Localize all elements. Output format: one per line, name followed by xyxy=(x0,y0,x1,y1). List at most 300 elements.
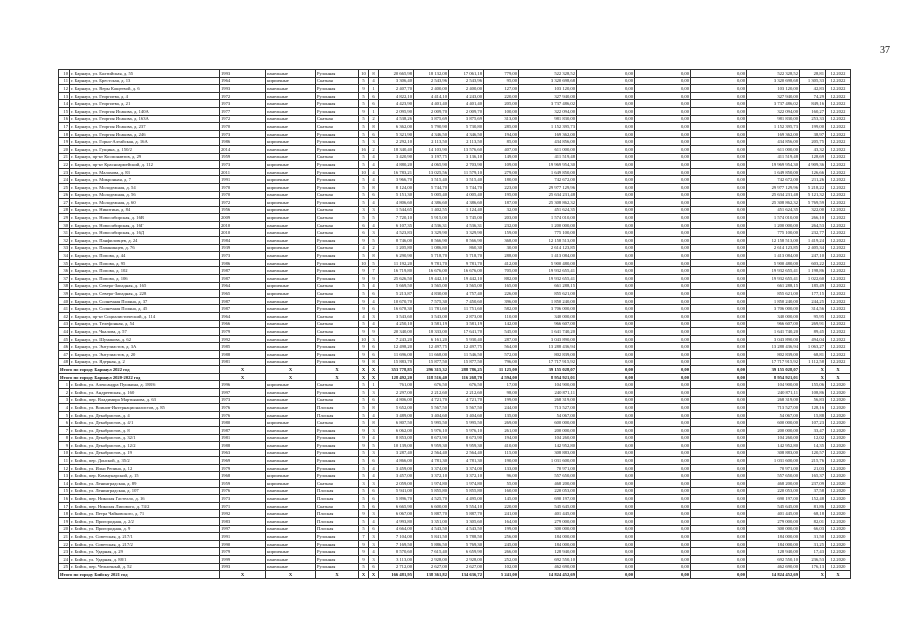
table-cell: 12.2022 xyxy=(826,305,851,313)
table-cell: 5 xyxy=(359,77,369,85)
table-cell: 0,00 xyxy=(691,115,747,123)
table-cell: 13 xyxy=(59,92,70,100)
table-cell: 25 xyxy=(59,183,70,191)
address-cell: г. Бийск, ул. Ударная, д. 29 xyxy=(70,548,220,556)
address-cell: г. Бийск, ул. Декабристов, д. 4/1 xyxy=(70,419,220,427)
table-cell: 12.2020 xyxy=(826,510,851,518)
table-cell: 0,00 xyxy=(691,518,747,526)
table-cell: 1985 xyxy=(220,343,266,351)
table-cell: 0,00 xyxy=(577,480,635,488)
table-cell: 3 457,00 xyxy=(379,472,414,480)
table-cell: 0,00 xyxy=(577,145,635,153)
table-cell: 3 581,19 xyxy=(414,320,449,328)
table-cell: 70 971,00 xyxy=(519,464,577,472)
table-cell: Скатная xyxy=(316,502,359,510)
table-cell: 11 579,10 xyxy=(449,168,484,176)
table-cell: 128,69 xyxy=(800,153,826,161)
table-cell: 3 306,40 xyxy=(379,77,414,85)
table-cell: 133,00 xyxy=(484,464,519,472)
table-row xyxy=(59,168,851,176)
table-cell: 10 139,00 xyxy=(379,442,414,450)
table-cell: 4 xyxy=(369,434,379,442)
table-cell: 0,00 xyxy=(635,138,691,146)
table-cell: 9 xyxy=(359,107,369,115)
table-cell: 3 xyxy=(369,556,379,564)
table-cell: 9 xyxy=(359,358,369,366)
table-cell: 149,00 xyxy=(484,153,519,161)
table-cell: 411 519,48 xyxy=(747,153,800,161)
table-cell: 8 xyxy=(369,70,379,78)
table-cell: 8 124,00 xyxy=(379,183,414,191)
table-cell: 0,00 xyxy=(691,426,747,434)
table-cell: 1964 xyxy=(220,77,266,85)
table-cell: 33,47 xyxy=(800,426,826,434)
table-cell: Скатная xyxy=(316,214,359,222)
table-cell: 37 xyxy=(59,275,70,283)
table-cell: 0,00 xyxy=(635,275,691,283)
table-cell: 340 000,00 xyxy=(519,313,577,321)
table-cell: 313,00 xyxy=(484,115,519,123)
table-cell: 18 132,08 xyxy=(414,70,449,78)
table-cell: 6 xyxy=(359,229,369,237)
table-cell: 13 288 436,94 xyxy=(747,343,800,351)
table-cell: 2 543,96 xyxy=(449,77,484,85)
address-cell: г. Барнаул, ул. Шумакова, д. 62 xyxy=(70,335,220,343)
table-cell: 103 120,00 xyxy=(747,85,800,93)
table-cell: кирпичные xyxy=(266,199,316,207)
address-cell: г. Бийск, ул. Андреевская, д. 160 xyxy=(70,388,220,396)
table-cell: 1 974,80 xyxy=(449,480,484,488)
address-cell: г. Барнаул, ул. Попова, д. 106 xyxy=(70,275,220,283)
address-cell: г. Бийск, ул. Декабристов, д. 12/2 xyxy=(70,442,220,450)
table-cell: 4 xyxy=(359,244,369,252)
table-cell: 200 000,00 xyxy=(747,426,800,434)
table-cell: Рулонная xyxy=(316,297,359,305)
table-cell: 20 665,98 xyxy=(379,70,414,78)
table-cell: 194,00 xyxy=(484,130,519,138)
table-cell: 1986 xyxy=(220,138,266,146)
table-cell: 2 928,00 xyxy=(449,556,484,564)
table-cell: 164,00 xyxy=(484,518,519,526)
table-cell: 3 xyxy=(369,426,379,434)
table-cell: 252,00 xyxy=(484,556,519,564)
table-cell: 0,00 xyxy=(691,419,747,427)
table-cell: 0,00 xyxy=(635,130,691,138)
table-cell: 5 xyxy=(359,419,369,427)
table-cell: 0,00 xyxy=(691,449,747,457)
address-cell: г. Барнаул, ул. Попова, д. 95 xyxy=(70,259,220,267)
table-cell: 5 xyxy=(359,282,369,290)
table-cell: кирпичные xyxy=(266,183,316,191)
address-cell: г. Барнаул, ул. Молодежная, д. 60 xyxy=(70,199,220,207)
table-cell: 54 067,00 xyxy=(747,411,800,419)
table-cell: 5 xyxy=(359,92,369,100)
address-cell: г. Барнаул, ул. Брестская, д. 13 xyxy=(70,77,220,85)
table-cell: 5 976,10 xyxy=(449,426,484,434)
table-cell: 42,83 xyxy=(800,85,826,93)
table-cell: 2 113,50 xyxy=(414,138,449,146)
table-cell: 3 320 698,68 xyxy=(519,77,577,85)
table-cell: 1990 xyxy=(220,540,266,548)
table-cell: 0,00 xyxy=(691,252,747,260)
table-cell: 1968 xyxy=(220,472,266,480)
table-cell: X xyxy=(359,571,369,579)
table-cell: 48 xyxy=(59,358,70,366)
table-cell: 28 xyxy=(59,206,70,214)
address-cell: г. Барнаул, ул. Попова, д. 44 xyxy=(70,252,220,260)
table-cell: кирпичные xyxy=(266,77,316,85)
table-cell: 126,66 xyxy=(800,168,826,176)
table-cell: 104 260,00 xyxy=(747,434,800,442)
table-cell: панельные xyxy=(266,221,316,229)
table-cell: 14 824 452,69 xyxy=(747,571,800,579)
table-cell: 4 xyxy=(359,313,369,321)
table-cell: 180,00 xyxy=(484,176,519,184)
table-cell: 1993 xyxy=(220,70,266,78)
table-cell: 128 492,20 xyxy=(379,373,414,381)
table-cell: 0,00 xyxy=(577,343,635,351)
table-cell: 314,56 xyxy=(800,305,826,313)
table-cell: панельные xyxy=(266,343,316,351)
table-cell: 5 995,50 xyxy=(414,419,449,427)
table-cell: 1972 xyxy=(220,92,266,100)
table-cell: 0,00 xyxy=(635,77,691,85)
table-cell: 401 445,00 xyxy=(747,510,800,518)
table-cell: 142,00 xyxy=(484,320,519,328)
table-cell: 1 200 000,00 xyxy=(747,221,800,229)
table-cell: 0,00 xyxy=(691,404,747,412)
table-cell: 4 423,90 xyxy=(379,100,414,108)
table-cell: 0,00 xyxy=(635,457,691,465)
table-cell: Плоская xyxy=(316,525,359,533)
table-cell: 0,00 xyxy=(635,464,691,472)
table-cell: Рулонная xyxy=(316,259,359,267)
table-cell: 12 498,20 xyxy=(379,343,414,351)
table-cell: Рулонная xyxy=(316,161,359,169)
table-cell: 4 xyxy=(369,161,379,169)
table-cell: 5 213,87 xyxy=(379,290,414,298)
table-cell: 0,00 xyxy=(691,229,747,237)
table-cell: панельные xyxy=(266,305,316,313)
table-cell: 12.2022 xyxy=(826,275,851,283)
table-cell: 0,00 xyxy=(577,70,635,78)
table-cell: 0,00 xyxy=(635,366,691,374)
table-cell: 1980 xyxy=(220,419,266,427)
address-cell: г. Барнаул, ул. Георгия Исакова, д. 237 xyxy=(70,123,220,131)
table-cell: 12.2022 xyxy=(826,350,851,358)
table-cell: 5 xyxy=(359,563,369,571)
table-cell: 0,00 xyxy=(691,457,747,465)
table-cell: 18 xyxy=(59,510,70,518)
address-cell: г. Барнаул, пр-кт Социалистический, д. 114 xyxy=(70,313,220,321)
table-cell: 25 626,50 xyxy=(379,275,414,283)
table-cell: 0,00 xyxy=(691,145,747,153)
table-cell: 692 550,10 xyxy=(747,556,800,564)
table-row xyxy=(59,92,851,100)
table-cell: 0,00 xyxy=(577,214,635,222)
table-cell: X xyxy=(800,366,826,374)
table-cell: 199,00 xyxy=(484,525,519,533)
table-cell: 0,00 xyxy=(577,199,635,207)
table-cell: 3 966,70 xyxy=(379,176,414,184)
table-cell: 3 706 000,00 xyxy=(519,305,577,313)
table-cell: 12.2020 xyxy=(826,426,851,434)
table-cell: 5 976,10 xyxy=(414,426,449,434)
table-cell: 0,00 xyxy=(691,343,747,351)
table-cell: 4 993,80 xyxy=(379,518,414,526)
table-cell: 1 305,33 xyxy=(800,77,826,85)
table-cell: 0,00 xyxy=(635,161,691,169)
table-cell: 611 000,00 xyxy=(747,145,800,153)
address-cell: г. Барнаул, ул. Никитина, д. 84 xyxy=(70,206,220,214)
table-cell: 0,00 xyxy=(635,259,691,267)
table-cell: 12.2022 xyxy=(826,130,851,138)
table-cell: Рулонная xyxy=(316,388,359,396)
table-cell: Плоская xyxy=(316,495,359,503)
table-cell: 7 243,20 xyxy=(379,335,414,343)
table-cell: 1964 xyxy=(220,282,266,290)
table-cell: 70 971,00 xyxy=(747,464,800,472)
table-cell: 89,45 xyxy=(800,328,826,336)
table-cell: 0,00 xyxy=(691,502,747,510)
table-cell: 3 372,10 xyxy=(414,472,449,480)
table-cell: 6 107,35 xyxy=(379,221,414,229)
table-cell: 0,00 xyxy=(635,472,691,480)
table-cell: 2010 xyxy=(220,221,266,229)
table-cell: Рулонная xyxy=(316,275,359,283)
table-cell: 0,00 xyxy=(577,107,635,115)
table-cell: 4 543,50 xyxy=(414,525,449,533)
table-cell: 0,00 xyxy=(635,449,691,457)
table-cell: 410,00 xyxy=(484,442,519,450)
table-cell: 190,00 xyxy=(484,457,519,465)
table-cell: 3 737 486,02 xyxy=(747,100,800,108)
table-cell: 12.2020 xyxy=(826,518,851,526)
table-cell: 0,00 xyxy=(577,85,635,93)
table-cell: 142 952,80 xyxy=(519,442,577,450)
table-cell: 2 400,00 xyxy=(414,85,449,93)
table-cell: 40 xyxy=(59,297,70,305)
table-cell: 1997 xyxy=(220,525,266,533)
table-cell: 5 886,50 xyxy=(414,540,449,548)
table-cell: 6 xyxy=(369,130,379,138)
table-cell: 3 706 000,00 xyxy=(747,305,800,313)
table-cell: 4 664,00 xyxy=(379,525,414,533)
table-cell: 4 523,83 xyxy=(379,229,414,237)
table-cell: 17,43 xyxy=(800,548,826,556)
table-cell: 14,35 xyxy=(800,442,826,450)
table-row xyxy=(59,145,851,153)
table-cell: 176,13 xyxy=(800,563,826,571)
table-row xyxy=(59,548,851,556)
table-cell: 676,50 xyxy=(449,381,484,389)
table-cell: 115,00 xyxy=(484,449,519,457)
table-cell: 85,00 xyxy=(484,138,519,146)
table-cell: 145,00 xyxy=(484,495,519,503)
table-cell: панельные xyxy=(266,267,316,275)
table-cell: 5 321,90 xyxy=(379,130,414,138)
table-cell: 0,00 xyxy=(635,229,691,237)
table-cell: 7 720,10 xyxy=(379,214,414,222)
table-cell: 34 xyxy=(59,252,70,260)
table-cell: 12.2022 xyxy=(826,221,851,229)
address-cell: г. Барнаул, ул. Гущина, д. 150/2 xyxy=(70,145,220,153)
table-cell: 236,53 xyxy=(800,556,826,564)
table-cell: 0,00 xyxy=(691,183,747,191)
table-row xyxy=(59,563,851,571)
table-cell: 0,00 xyxy=(577,313,635,321)
table-cell: 38,97 xyxy=(800,130,826,138)
table-cell: 4 525,70 xyxy=(414,495,449,503)
table-cell: 522 328,52 xyxy=(519,70,577,78)
table-cell: 165,00 xyxy=(484,282,519,290)
table-cell: 3 043 890,00 xyxy=(519,335,577,343)
table-cell: 4 xyxy=(369,320,379,328)
table-cell: 21 xyxy=(59,153,70,161)
table-cell: 4 721,70 xyxy=(414,396,449,404)
table-cell: кирпичные xyxy=(266,214,316,222)
table-cell: 2 564,40 xyxy=(449,449,484,457)
table-cell: 0,00 xyxy=(577,358,635,366)
table-cell: 7 575,30 xyxy=(414,297,449,305)
table-cell: 0,00 xyxy=(635,168,691,176)
table-cell: Скатная xyxy=(316,396,359,404)
table-cell: 15 xyxy=(59,487,70,495)
table-cell: 95,95 xyxy=(800,313,826,321)
table-cell: 107,23 xyxy=(800,419,826,427)
table-cell: 24 xyxy=(59,556,70,564)
table-cell: панельные xyxy=(266,70,316,78)
table-cell: Рулонная xyxy=(316,457,359,465)
table-cell: 16 678,30 xyxy=(379,305,414,313)
table-cell: 3 404,60 xyxy=(449,411,484,419)
table-cell: 855 621,00 xyxy=(747,290,800,298)
table-cell: 19 969 954,30 xyxy=(519,161,577,169)
table-cell: 603,22 xyxy=(800,259,826,267)
table-cell: 1 152 395,73 xyxy=(747,123,800,131)
table-cell: 12.2020 xyxy=(826,381,851,389)
table-cell: 6 600,00 xyxy=(414,502,449,510)
table-cell: 266,00 xyxy=(484,548,519,556)
table-row xyxy=(59,533,851,541)
table-row xyxy=(59,237,851,245)
table-cell: 0,00 xyxy=(691,335,747,343)
table-cell: 18 333,00 xyxy=(414,328,449,336)
table-cell: 0,00 xyxy=(691,70,747,78)
table-cell: 1983 xyxy=(220,518,266,526)
table-cell: 5 995,50 xyxy=(449,419,484,427)
table-cell: 5 730,80 xyxy=(449,123,484,131)
table-cell: 0,00 xyxy=(577,123,635,131)
table-cell: 9 xyxy=(359,237,369,245)
table-cell: 661 288,15 xyxy=(519,282,577,290)
table-cell: 7 xyxy=(359,533,369,541)
table-cell: 19 932 655,41 xyxy=(747,267,800,275)
table-cell: 0,00 xyxy=(577,518,635,526)
table-cell: 184 000,00 xyxy=(747,540,800,548)
table-cell: 10 xyxy=(359,70,369,78)
table-cell: 12.2022 xyxy=(826,282,851,290)
table-cell: 0,00 xyxy=(635,92,691,100)
table-cell: 25 308 862,32 xyxy=(747,199,800,207)
table-cell: 6 xyxy=(369,343,379,351)
table-cell: 2 009,70 xyxy=(414,107,449,115)
table-cell: панельные xyxy=(266,388,316,396)
table-cell: 4 880,20 xyxy=(379,161,414,169)
address-cell: г. Бийск, ул. Александра Пушкина, д. 188/6 xyxy=(70,381,220,389)
table-cell: 103 120,00 xyxy=(519,85,577,93)
table-cell: 0,00 xyxy=(635,199,691,207)
table-cell: 12.2022 xyxy=(826,290,851,298)
table-cell: 9 xyxy=(359,275,369,283)
table-cell: 5 718,70 xyxy=(414,252,449,260)
table-cell: 1992 xyxy=(220,335,266,343)
table-cell: Скатная xyxy=(316,115,359,123)
table-cell: 1977 xyxy=(220,107,266,115)
table-cell: 5 xyxy=(359,495,369,503)
table-cell: 4 005,40 xyxy=(449,191,484,199)
table-row xyxy=(59,381,851,389)
table-cell: 0,00 xyxy=(577,305,635,313)
table-cell: 279 000,00 xyxy=(747,518,800,526)
table-cell: Рулонная xyxy=(316,472,359,480)
table-cell: панельные xyxy=(266,510,316,518)
table-cell: 1 031 600,00 xyxy=(519,457,577,465)
table-cell: 0,00 xyxy=(635,107,691,115)
table-row xyxy=(59,464,851,472)
table-cell: 5 005,40 xyxy=(414,191,449,199)
table-cell: панельные xyxy=(266,320,316,328)
table-cell: 10 xyxy=(359,168,369,176)
table-cell: 2 xyxy=(369,244,379,252)
table-cell: кирпичные xyxy=(266,244,316,252)
table-row xyxy=(59,480,851,488)
table-cell: 184 000,00 xyxy=(519,540,577,548)
table-cell: 4 xyxy=(369,282,379,290)
table-cell: 5 xyxy=(369,259,379,267)
table-cell: 11 xyxy=(59,457,70,465)
table-cell: 12.2020 xyxy=(826,533,851,541)
table-cell: 35 xyxy=(59,259,70,267)
table-cell: 1987 xyxy=(220,297,266,305)
table-cell: 8 746,00 xyxy=(379,237,414,245)
table-cell: 2 712,00 xyxy=(379,563,414,571)
table-cell: 4 xyxy=(369,168,379,176)
table-cell: 185,49 xyxy=(800,282,826,290)
table-cell: 5 xyxy=(359,252,369,260)
table-cell: 0,00 xyxy=(635,426,691,434)
table-cell: 0,00 xyxy=(635,548,691,556)
table-cell: 296 315,32 xyxy=(414,366,449,374)
table-row xyxy=(59,449,851,457)
table-cell: 128,16 xyxy=(800,404,826,412)
table-cell: 1 649 850,00 xyxy=(519,168,577,176)
table-cell: 5 769,30 xyxy=(449,540,484,548)
table-cell: 468 200,00 xyxy=(519,480,577,488)
table-cell: 1970 xyxy=(220,191,266,199)
table-cell: 2 703,90 xyxy=(449,161,484,169)
table-cell: 396,00 xyxy=(484,297,519,305)
table-cell: 55,00 xyxy=(484,480,519,488)
table-cell: X xyxy=(369,373,379,381)
table-cell: 245,00 xyxy=(484,540,519,548)
table-cell: 1970 xyxy=(220,123,266,131)
address-cell: г. Бийск, ул. Воинов-Интернационалистов, д. 85 xyxy=(70,404,220,412)
table-cell: 690 197,00 xyxy=(747,495,800,503)
table-cell: 0,00 xyxy=(635,237,691,245)
table-cell: 5 xyxy=(359,449,369,457)
table-cell: 25 634 231,48 xyxy=(519,191,577,199)
